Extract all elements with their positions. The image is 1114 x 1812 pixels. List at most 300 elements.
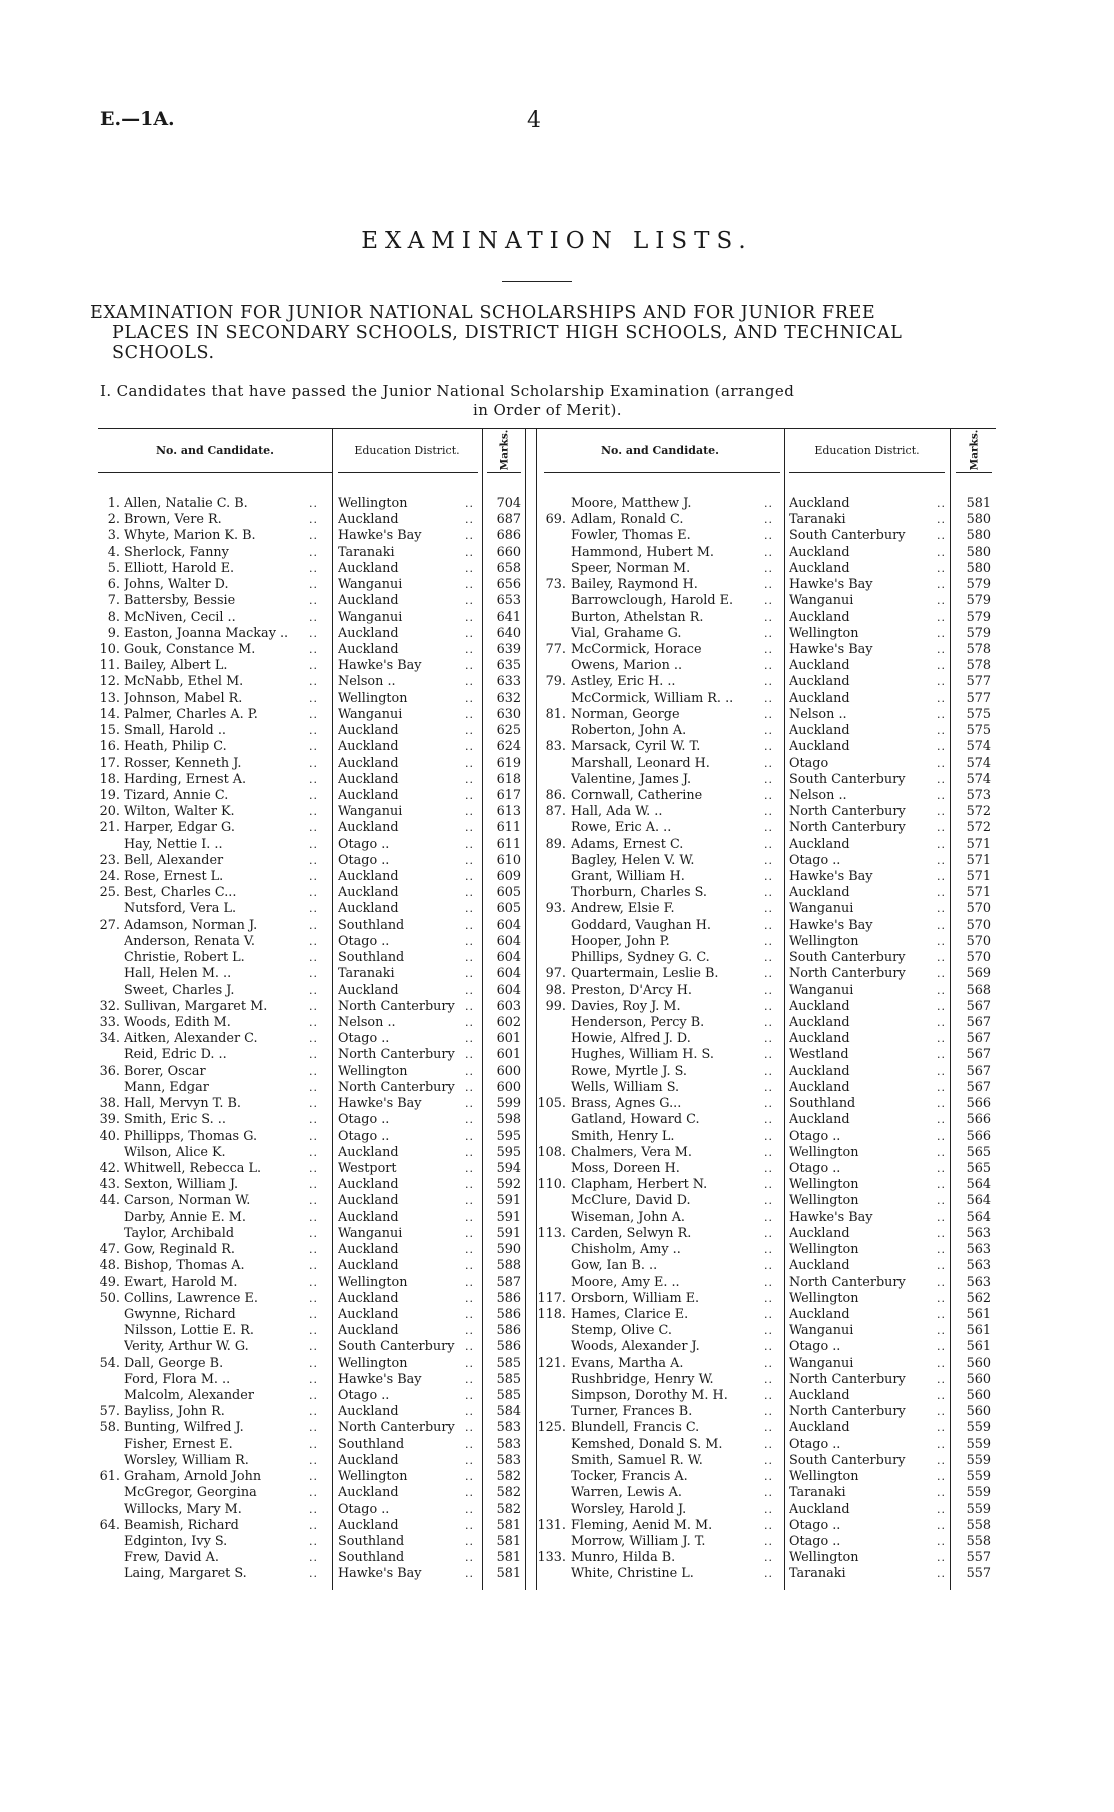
candidate-name: Wells, William S. — [571, 1079, 680, 1095]
table-row — [536, 1275, 996, 1291]
table-row — [536, 1145, 996, 1161]
leader-dots: .. — [764, 513, 773, 527]
education-district: Auckland — [789, 1388, 850, 1404]
education-district: Wellington — [789, 1177, 859, 1193]
table-row — [536, 983, 996, 999]
leader-dots: .. — [309, 1307, 318, 1321]
education-district: Hawke's Bay — [338, 528, 422, 544]
table-row — [536, 788, 996, 804]
candidate-name: Moore, Matthew J. — [571, 496, 692, 511]
education-district: Otago .. — [789, 1534, 841, 1549]
table-row — [536, 1534, 996, 1550]
education-district: Wellington — [338, 1469, 408, 1485]
education-district: Auckland — [338, 1452, 399, 1468]
marks-value: 570 — [966, 933, 991, 949]
education-district: Southland — [338, 1534, 405, 1549]
marks-value: 574 — [966, 739, 991, 755]
marks-value: 583 — [496, 1420, 521, 1436]
candidate-name: Phillips, Sydney G. C. — [571, 950, 710, 966]
leader-dots: .. — [764, 1567, 773, 1581]
education-district: Auckland — [789, 1112, 850, 1128]
candidate-name: McNiven, Cecil .. — [124, 609, 236, 625]
marks-value: 586 — [496, 1290, 521, 1306]
candidate-number: 9. — [107, 625, 120, 641]
candidate-name: Brass, Agnes G... — [571, 1096, 682, 1112]
education-district: Auckland — [338, 593, 399, 609]
section-line-2: in Order of Merit). — [473, 401, 622, 419]
table-row — [98, 1129, 528, 1145]
leader-dots: .. — [465, 1016, 474, 1029]
table-row — [98, 1453, 528, 1469]
education-district: Wanganui — [338, 1225, 403, 1241]
education-district: Hawke's Bay — [338, 658, 422, 674]
candidate-name: Moss, Doreen H. — [571, 1160, 680, 1176]
table-row — [536, 723, 996, 739]
candidate-number: 21. — [99, 820, 120, 836]
table-row — [98, 885, 528, 901]
candidate-number: 42. — [99, 1160, 120, 1176]
candidate-name: Hall, Ada W. .. — [571, 804, 663, 820]
marks-value: 559 — [966, 1420, 991, 1436]
marks-value: 570 — [966, 917, 991, 933]
leader-dots: .. — [309, 497, 318, 510]
leader-dots: .. — [764, 642, 773, 656]
leader-dots: .. — [465, 1567, 474, 1581]
candidate-name: McCormick, Horace — [571, 641, 702, 657]
candidate-name: Henderson, Percy B. — [571, 1015, 705, 1030]
leader-dots: .. — [309, 1551, 318, 1565]
leader-dots: .. — [465, 1129, 474, 1143]
leader-dots: .. — [937, 1291, 946, 1305]
leader-dots: .. — [465, 1161, 474, 1175]
marks-value: 582 — [496, 1501, 521, 1517]
leader-dots: .. — [465, 1113, 474, 1127]
education-district: North Canterbury — [789, 1404, 906, 1420]
leader-dots: .. — [764, 934, 773, 948]
candidate-name: Barrowclough, Harold E. — [571, 593, 734, 609]
leader-dots: .. — [764, 1470, 773, 1484]
education-district: Otago .. — [789, 1517, 841, 1533]
section-heading — [100, 382, 995, 420]
candidate-name: Fowler, Thomas E. — [571, 528, 691, 544]
candidate-name: Blundell, Francis C. — [571, 1420, 700, 1436]
leader-dots: .. — [309, 675, 318, 689]
candidate-number: 131. — [537, 1517, 566, 1533]
education-district: Hawke's Bay — [789, 917, 873, 933]
education-district: Otago .. — [338, 1388, 390, 1404]
marks-value: 564 — [966, 1177, 991, 1193]
leader-dots: .. — [937, 805, 946, 819]
table-row — [536, 1112, 996, 1128]
leader-dots: .. — [309, 772, 318, 786]
table-row — [98, 1420, 528, 1436]
education-district: Auckland — [338, 641, 399, 657]
education-district: Hawke's Bay — [789, 577, 873, 593]
marks-value: 591 — [496, 1193, 521, 1209]
candidate-number: 4. — [107, 544, 120, 560]
candidate-name: Chalmers, Vera M. — [571, 1144, 692, 1160]
leader-dots: .. — [764, 967, 773, 981]
marks-value: 563 — [966, 1258, 991, 1274]
leader-dots: .. — [309, 886, 318, 900]
education-district: Auckland — [789, 723, 850, 739]
leader-dots: .. — [465, 1226, 474, 1240]
leader-dots: .. — [309, 1243, 318, 1257]
education-district: Auckland — [789, 1031, 850, 1047]
education-district: North Canterbury — [789, 966, 906, 982]
marks-value: 558 — [966, 1517, 991, 1533]
leader-dots: .. — [764, 1421, 773, 1435]
education-district: Hawke's Bay — [789, 1209, 873, 1225]
education-district: Westport — [338, 1160, 397, 1176]
leader-dots: .. — [465, 1437, 474, 1451]
leader-dots: .. — [937, 594, 946, 608]
education-district: Auckland — [338, 820, 399, 836]
leader-dots: .. — [309, 1356, 318, 1370]
marks-value: 640 — [496, 625, 521, 641]
heading-line-2: PLACES IN SECONDARY SCHOOLS, DISTRICT HIGH SCHOOLS, AND TECHNICAL — [112, 323, 903, 343]
table-row — [536, 691, 996, 707]
table-row — [98, 1193, 528, 1209]
education-district: Auckland — [338, 1290, 399, 1306]
candidate-name: Harper, Edgar G. — [124, 820, 235, 836]
marks-value: 559 — [966, 1452, 991, 1468]
education-district: Wellington — [789, 1469, 859, 1485]
col-header-marks — [494, 428, 514, 472]
education-district: Taranaki — [338, 966, 395, 982]
marks-value: 658 — [496, 560, 521, 576]
marks-value: 584 — [496, 1404, 521, 1420]
candidate-name: Bunting, Wilfred J. — [124, 1420, 244, 1436]
marks-value: 588 — [496, 1258, 521, 1274]
leader-dots: .. — [764, 1080, 773, 1094]
education-district: Wellington — [789, 933, 859, 949]
marks-value: 574 — [966, 755, 991, 771]
leader-dots: .. — [937, 1372, 946, 1386]
candidate-number: 117. — [537, 1290, 566, 1306]
education-district: North Canterbury — [338, 998, 455, 1014]
candidate-name: Warren, Lewis A. — [571, 1485, 682, 1501]
marks-value: 580 — [966, 528, 991, 544]
leader-dots: .. — [937, 1551, 946, 1565]
candidate-name: Gouk, Constance M. — [124, 641, 256, 657]
leader-dots: .. — [764, 626, 773, 640]
candidate-name: Fleming, Aenid M. M. — [571, 1517, 713, 1533]
candidate-number: 34. — [99, 1031, 120, 1047]
marks-value: 592 — [496, 1177, 521, 1193]
candidate-name: Best, Charles C... — [124, 885, 237, 901]
candidate-name: Palmer, Charles A. P. — [124, 706, 258, 722]
marks-value: 594 — [496, 1160, 521, 1176]
leader-dots: .. — [309, 1502, 318, 1516]
leader-dots: .. — [764, 529, 773, 543]
leader-dots: .. — [465, 805, 474, 819]
marks-value: 573 — [966, 787, 991, 803]
education-district: Wellington — [338, 496, 408, 511]
marks-value: 579 — [966, 577, 991, 593]
marks-value: 557 — [966, 1550, 991, 1566]
results-table-right — [536, 428, 996, 1590]
marks-value: 560 — [966, 1371, 991, 1387]
leader-dots: .. — [465, 1243, 474, 1257]
table-row — [536, 1210, 996, 1226]
candidate-name: Fisher, Ernest E. — [124, 1436, 233, 1452]
leader-dots: .. — [309, 1486, 318, 1500]
education-district: North Canterbury — [338, 1047, 455, 1063]
leader-dots: .. — [465, 675, 474, 689]
candidate-name: Nutsford, Vera L. — [124, 901, 237, 917]
education-district: Auckland — [338, 560, 399, 576]
marks-value: 570 — [966, 950, 991, 966]
leader-dots: .. — [764, 886, 773, 900]
marks-value: 609 — [496, 869, 521, 885]
candidate-name: McClure, David D. — [571, 1193, 691, 1209]
marks-value: 567 — [966, 1079, 991, 1095]
education-district: Nelson .. — [338, 1015, 396, 1030]
leader-dots: .. — [937, 1307, 946, 1321]
heading-line-1: EXAMINATION FOR JUNIOR NATIONAL SCHOLARSHIPS AND FOR JUNIOR FREE — [90, 303, 876, 323]
table-row — [536, 1356, 996, 1372]
marks-value: 580 — [966, 512, 991, 528]
candidate-number: 23. — [99, 852, 120, 868]
table-row — [536, 561, 996, 577]
candidate-name: Christie, Robert L. — [124, 950, 245, 966]
leader-dots: .. — [937, 1210, 946, 1224]
education-district: Auckland — [789, 674, 850, 690]
marks-value: 579 — [966, 593, 991, 609]
candidate-name: Anderson, Renata V. — [124, 933, 256, 949]
education-district: Auckland — [789, 1306, 850, 1322]
marks-value: 560 — [966, 1388, 991, 1404]
leader-dots: .. — [764, 1226, 773, 1240]
leader-dots: .. — [309, 1145, 318, 1159]
candidate-name: Vial, Grahame G. — [571, 625, 682, 641]
table-row — [536, 1502, 996, 1518]
table-row — [98, 1275, 528, 1291]
leader-dots: .. — [764, 805, 773, 819]
leader-dots: .. — [465, 999, 474, 1013]
candidate-name: Verity, Arthur W. G. — [124, 1339, 249, 1355]
leader-dots: .. — [465, 642, 474, 656]
candidate-name: Chisholm, Amy .. — [571, 1242, 681, 1258]
leader-dots: .. — [937, 1194, 946, 1208]
table-row — [98, 934, 528, 950]
marks-value: 611 — [496, 820, 521, 836]
leader-dots: .. — [465, 1210, 474, 1224]
candidate-name: Clapham, Herbert N. — [571, 1177, 708, 1193]
marks-value: 641 — [496, 609, 521, 625]
candidate-name: Stemp, Olive C. — [571, 1323, 672, 1339]
marks-value: 590 — [496, 1242, 521, 1258]
table-row — [98, 1323, 528, 1339]
table-row — [98, 1502, 528, 1518]
candidate-name: Phillipps, Thomas G. — [124, 1128, 258, 1144]
leader-dots: .. — [465, 934, 474, 948]
marks-value: 599 — [496, 1096, 521, 1112]
leader-dots: .. — [309, 1453, 318, 1467]
leader-dots: .. — [937, 951, 946, 965]
education-district: Auckland — [338, 512, 399, 528]
leader-dots: .. — [764, 1161, 773, 1175]
leader-dots: .. — [764, 724, 773, 738]
leader-dots: .. — [465, 951, 474, 965]
table-row — [536, 1518, 996, 1534]
table-row — [98, 983, 528, 999]
candidate-number: 61. — [99, 1469, 120, 1485]
marks-value: 561 — [966, 1339, 991, 1355]
leader-dots: .. — [309, 578, 318, 592]
education-district: Otago .. — [338, 1112, 390, 1128]
education-district: Otago .. — [338, 852, 390, 868]
education-district: Auckland — [789, 1501, 850, 1517]
leader-dots: .. — [937, 902, 946, 916]
candidate-name: Simpson, Dorothy M. H. — [571, 1388, 728, 1404]
table-row — [98, 528, 528, 544]
leader-dots: .. — [465, 853, 474, 867]
leader-dots: .. — [309, 1389, 318, 1403]
header-rule — [338, 472, 478, 473]
leader-dots: .. — [309, 1340, 318, 1354]
candidate-number: 86. — [545, 787, 566, 803]
table-row — [536, 1339, 996, 1355]
leader-dots: .. — [937, 1437, 946, 1451]
table-row — [536, 1047, 996, 1063]
marks-value: 630 — [496, 706, 521, 722]
leader-dots: .. — [309, 1226, 318, 1240]
marks-value: 585 — [496, 1371, 521, 1387]
leader-dots: .. — [465, 983, 474, 997]
education-district: Southland — [338, 950, 405, 966]
education-district: Auckland — [338, 1258, 399, 1274]
candidate-name: Heath, Philip C. — [124, 739, 227, 755]
table-row — [98, 1242, 528, 1258]
leader-dots: .. — [937, 1470, 946, 1484]
candidate-number: 64. — [99, 1517, 120, 1533]
leader-dots: .. — [309, 853, 318, 867]
marks-value: 610 — [496, 852, 521, 868]
education-district: Southland — [338, 1550, 405, 1566]
leader-dots: .. — [937, 756, 946, 770]
education-district: Auckland — [789, 885, 850, 901]
leader-dots: .. — [465, 772, 474, 786]
marks-value: 569 — [966, 966, 991, 982]
candidate-name: Gow, Reginald R. — [124, 1242, 235, 1258]
leader-dots: .. — [937, 1324, 946, 1338]
table-row — [98, 756, 528, 772]
candidate-name: Worsley, William R. — [124, 1452, 249, 1468]
candidate-name: Edginton, Ivy S. — [124, 1534, 228, 1549]
candidate-name: Brown, Vere R. — [124, 512, 222, 528]
candidate-name: Marshall, Leonard H. — [571, 755, 710, 771]
candidate-name: Smith, Samuel R. W. — [571, 1452, 703, 1468]
candidate-number: 108. — [537, 1144, 566, 1160]
leader-dots: .. — [937, 837, 946, 851]
leader-dots: .. — [764, 1486, 773, 1500]
table-row — [536, 610, 996, 626]
candidate-name: Sullivan, Margaret M. — [124, 998, 268, 1014]
leader-dots: .. — [764, 675, 773, 689]
leader-dots: .. — [937, 1048, 946, 1062]
leader-dots: .. — [465, 724, 474, 738]
marks-value: 579 — [966, 609, 991, 625]
marks-value: 604 — [496, 917, 521, 933]
education-district: Auckland — [338, 787, 399, 803]
leader-dots: .. — [937, 1129, 946, 1143]
leader-dots: .. — [465, 1535, 474, 1548]
education-district: Auckland — [789, 998, 850, 1014]
table-row — [98, 1404, 528, 1420]
candidate-name: Mann, Edgar — [124, 1079, 209, 1095]
table-row — [98, 658, 528, 674]
marks-value: 581 — [496, 1550, 521, 1566]
leader-dots: .. — [764, 821, 773, 835]
table-row — [536, 1323, 996, 1339]
candidate-name: Goddard, Vaughan H. — [571, 917, 711, 933]
candidate-number: 20. — [99, 804, 120, 820]
candidate-number: 57. — [99, 1404, 120, 1420]
candidate-number: 89. — [545, 836, 566, 852]
header-rule — [544, 472, 780, 473]
leader-dots: .. — [764, 756, 773, 770]
education-district: Auckland — [338, 1306, 399, 1322]
candidate-name: Sexton, William J. — [124, 1177, 239, 1193]
candidate-name: Tocker, Francis A. — [571, 1469, 688, 1485]
candidate-name: Rosser, Kenneth J. — [124, 755, 242, 771]
marks-value: 604 — [496, 966, 521, 982]
table-row — [536, 885, 996, 901]
candidate-name: Bagley, Helen V. W. — [571, 852, 695, 868]
table-row — [98, 1534, 528, 1550]
candidate-number: 19. — [99, 787, 120, 803]
heading-line-3: SCHOOLS. — [112, 343, 215, 363]
leader-dots: .. — [309, 805, 318, 819]
candidate-name: Darby, Annie E. M. — [124, 1209, 246, 1225]
candidate-name: Smith, Henry L. — [571, 1128, 675, 1144]
candidate-name: Worsley, Harold J. — [571, 1501, 687, 1517]
leader-dots: .. — [937, 691, 946, 705]
table-row — [536, 1307, 996, 1323]
leader-dots: .. — [309, 724, 318, 738]
leader-dots: .. — [309, 1470, 318, 1484]
table-row — [536, 901, 996, 917]
leader-dots: .. — [309, 1048, 318, 1062]
leader-dots: .. — [937, 529, 946, 543]
candidate-name: Astley, Eric H. .. — [571, 674, 676, 690]
marks-value: 581 — [496, 1566, 521, 1582]
leader-dots: .. — [937, 626, 946, 640]
candidate-name: Hay, Nettie I. .. — [124, 836, 223, 852]
candidate-number: 43. — [99, 1177, 120, 1193]
exam-heading — [90, 303, 990, 363]
marks-value: 687 — [496, 512, 521, 528]
leader-dots: .. — [465, 1097, 474, 1111]
candidate-name: Johnson, Mabel R. — [124, 690, 243, 706]
marks-value: 565 — [966, 1144, 991, 1160]
candidate-name: Hooper, John P. — [571, 933, 670, 949]
table-row — [536, 1453, 996, 1469]
candidate-name: Hames, Clarice E. — [571, 1306, 689, 1322]
candidate-number: 27. — [99, 917, 120, 933]
candidate-name: Roberton, John A. — [571, 723, 687, 739]
leader-dots: .. — [764, 1194, 773, 1208]
candidate-number: 110. — [537, 1177, 566, 1193]
leader-dots: .. — [309, 967, 318, 981]
table-row — [536, 577, 996, 593]
leader-dots: .. — [937, 1016, 946, 1029]
col-header-marks-text: Marks. — [968, 429, 980, 471]
education-district: Auckland — [338, 1485, 399, 1501]
education-district: Auckland — [789, 1079, 850, 1095]
